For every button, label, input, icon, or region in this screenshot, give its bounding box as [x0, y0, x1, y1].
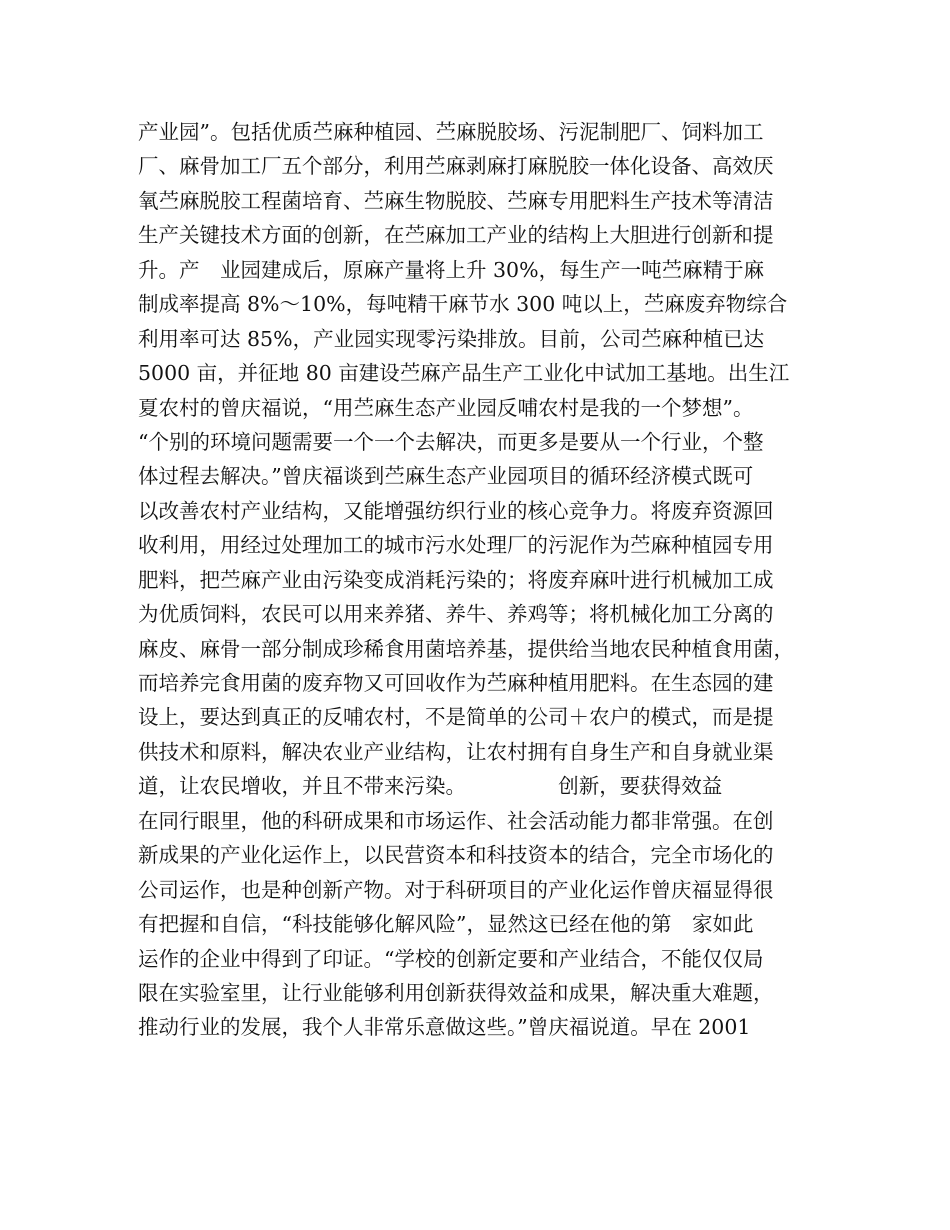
text-line-10: “个别的环境问题需要一个一个去解决，而更多是要从一个行业，个整 — [138, 429, 764, 454]
text-line-13: 收利用，用经过处理加工的城市污水处理厂的污泥作为苎麻种植园专用 — [138, 533, 774, 558]
text-line-1: 产业园”。包括优质苎麻种植园、苎麻脱胶场、污泥制肥厂、饲料加工 — [138, 120, 764, 144]
text-line-22: 新成果的产业化运作上，以民营资本和科技资本的结合，完全市场化的 — [138, 843, 774, 868]
text-line-11: 体过程去解决。”曾庆福谈到苎麻生态产业园项目的循环经济模式既可 — [138, 464, 754, 489]
text-line-3: 氧苎麻脱胶工程菌培育、苎麻生物脱胶、苎麻专用肥料生产技术等清洁 — [138, 188, 774, 213]
text-line-24: 有把握和自信，“科技能够化解风险”，显然这已经在他的第 家如此 — [138, 912, 754, 937]
text-line-16: 麻皮、麻骨一部分制成珍稀食用菌培养基，提供给当地农民种植食用菌， — [138, 636, 794, 661]
text-line-6: 制成率提高 8%～10%，每吨精干麻节水 300 吨以上，苎麻废弃物综合 — [138, 292, 788, 317]
text-line-8: 5000 亩，并征地 80 亩建设苎麻产品生产工业化中试加工基地。出生江 — [138, 361, 790, 386]
text-line-2: 厂、麻骨加工厂五个部分，利用苎麻剥麻打麻脱胶一体化设备、高效厌 — [138, 154, 774, 179]
text-line-21: 在同行眼里，他的科研成果和市场运作、社会活动能力都非常强。在创 — [138, 808, 774, 833]
text-line-9: 夏农村的曾庆福说，“用苎麻生态产业园反哺农村是我的一个梦想”。 — [138, 395, 754, 420]
text-line-4: 生产关键技术方面的创新，在苎麻加工产业的结构上大胆进行创新和提 — [138, 223, 774, 248]
text-line-18: 设上，要达到真正的反哺农村，不是简单的公司＋农户的模式，而是提 — [138, 705, 774, 730]
text-line-23: 公司运作，也是种创新产物。对于科研项目的产业化运作曾庆福显得很 — [138, 877, 774, 902]
body-text — [138, 115, 828, 1045]
text-line-25: 运作的企业中得到了印证。“学校的创新定要和产业结合，不能仅仅局 — [138, 946, 764, 971]
text-line-5: 升。产 业园建成后，原麻产量将上升 30%，每生产一吨苎麻精于麻 — [138, 257, 765, 282]
text-line-19: 供技术和原料，解决农业产业结构，让农村拥有自身生产和自身就业渠 — [138, 739, 774, 764]
text-line-20: 道，让农民增收，并且不带来污染。 创新，要获得效益 — [138, 774, 723, 799]
text-line-15: 为优质饲料，农民可以用来养猪、养牛、养鸡等；将机械化加工分离的 — [138, 602, 774, 627]
text-line-17: 而培养完食用菌的废弃物又可回收作为苎麻种植用肥料。在生态园的建 — [138, 671, 774, 695]
text-line-26: 限在实验室里，让行业能够利用创新获得效益和成果，解决重大难题， — [138, 980, 774, 1005]
text-line-14: 肥料，把苎麻产业由污染变成消耗污染的；将废弃麻叶进行机械加工成 — [138, 567, 774, 592]
text-line-27: 推动行业的发展，我个人非常乐意做这些。”曾庆福说道。早在 2001 — [138, 1015, 751, 1040]
text-line-12: 以改善农村产业结构，又能增强纺织行业的核心竞争力。将废弃资源回 — [138, 498, 774, 523]
text-line-7: 利用率可达 85%，产业园实现零污染排放。目前，公司苎麻种植已达 — [138, 326, 765, 351]
